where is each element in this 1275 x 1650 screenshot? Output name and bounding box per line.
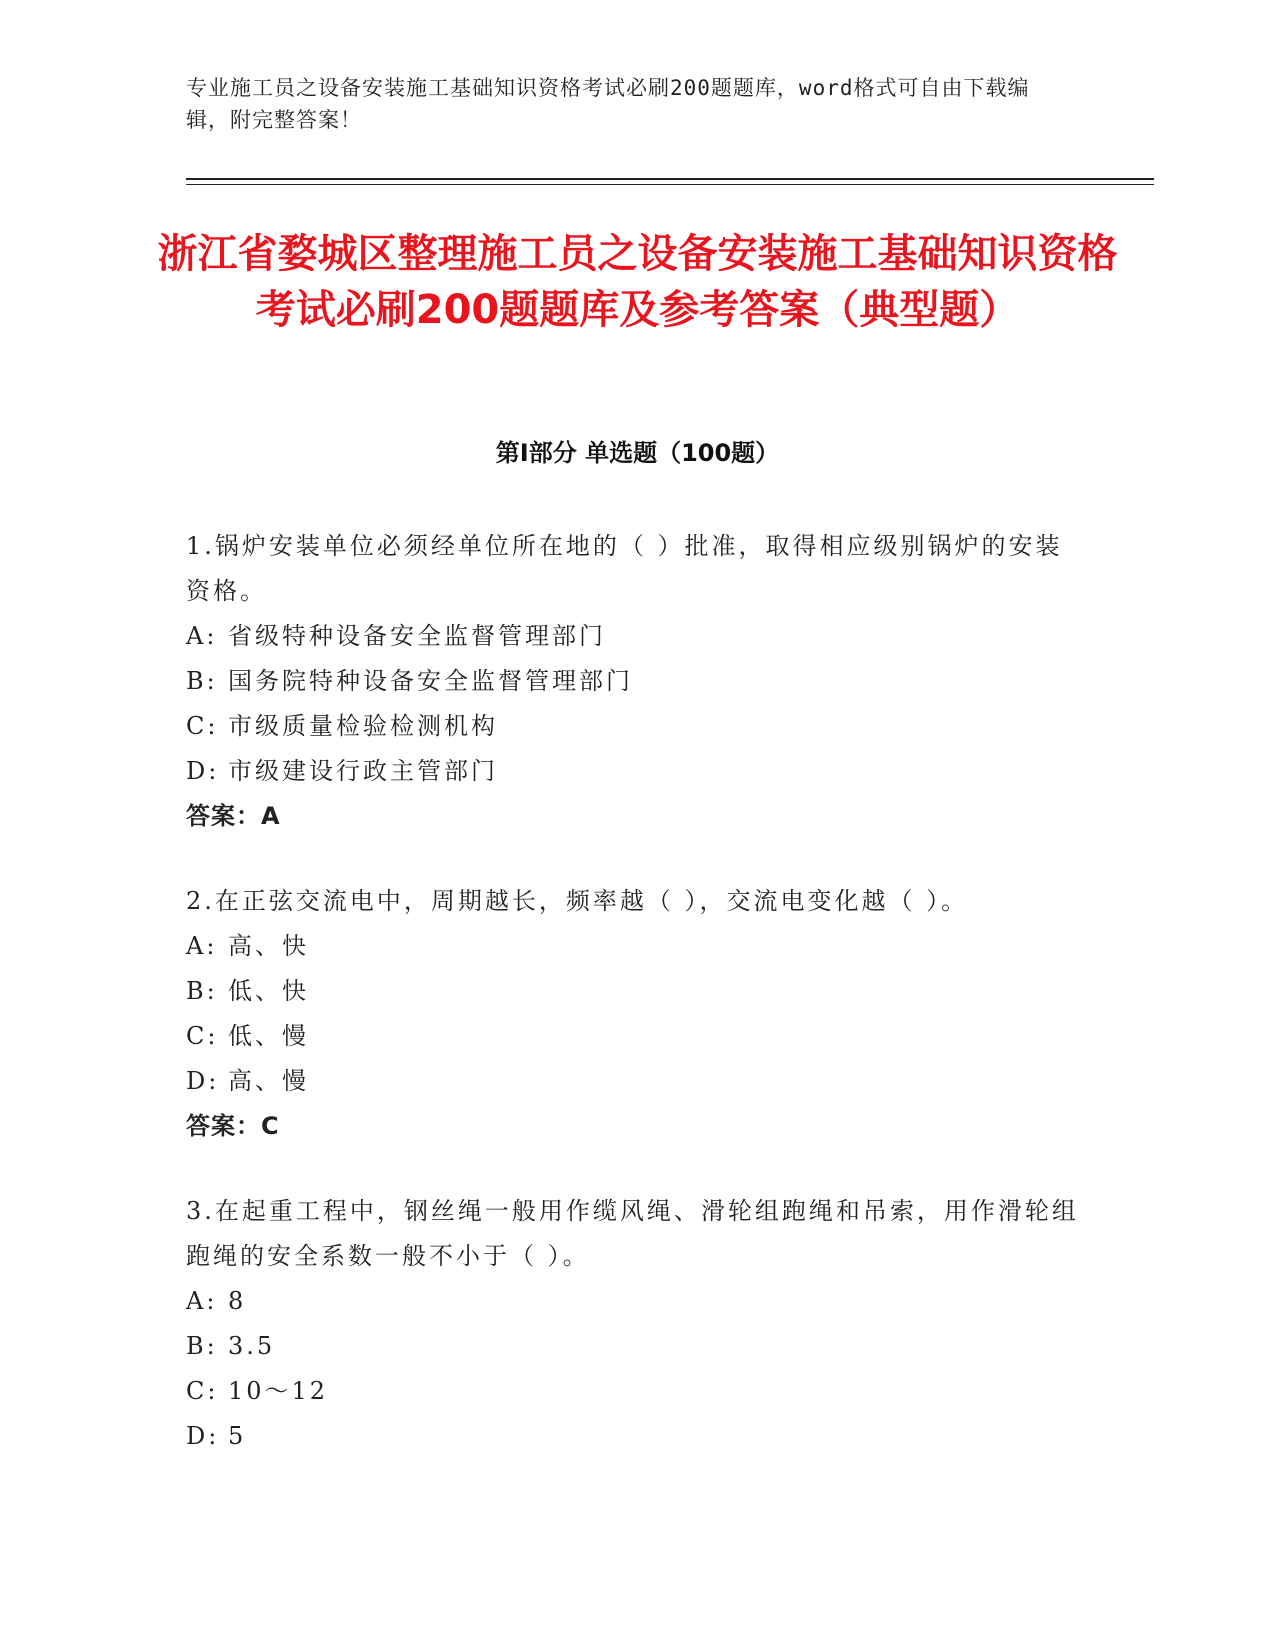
option-text: 高、快 (228, 932, 309, 960)
header-divider-thin (186, 184, 1154, 185)
option-letter: B: (186, 1332, 218, 1360)
option-text: 市级建设行政主管部门 (228, 757, 498, 785)
option-a (186, 614, 1086, 659)
option-letter: B: (186, 667, 218, 695)
question-stem: 3.在起重工程中，钢丝绳一般用作缆风绳、滑轮组跑绳和吊索，用作滑轮组跑绳的安全系数一般不小于（ ）。 (186, 1197, 1079, 1270)
option-b (186, 659, 1086, 704)
option-letter: C: (186, 1022, 219, 1050)
question-stem: 2.在正弦交流电中，周期越长，频率越（ ），交流电变化越（ ）。 (186, 887, 969, 915)
section-title: 第Ⅰ部分 单选题（100题） (495, 439, 780, 467)
option-a (186, 924, 1086, 969)
option-b (186, 1324, 1086, 1369)
answer-label: 答案：A (186, 802, 281, 830)
option-text: 5 (228, 1422, 247, 1450)
option-b (186, 969, 1086, 1014)
option-d (186, 749, 1086, 794)
option-text: 市级质量检验检测机构 (228, 712, 498, 740)
option-c (186, 704, 1086, 749)
option-letter: D: (186, 757, 220, 785)
answer-label: 答案：C (186, 1112, 280, 1140)
option-letter: A: (186, 932, 218, 960)
option-d (186, 1414, 1086, 1459)
option-letter: A: (186, 622, 218, 650)
question-1 (186, 524, 1086, 839)
option-text: 10～12 (228, 1377, 329, 1405)
option-c (186, 1369, 1086, 1414)
question-stem: 1.锅炉安装单位必须经单位所在地的（ ）批准，取得相应级别锅炉的安装资格。 (186, 532, 1063, 605)
option-letter: B: (186, 977, 218, 1005)
option-letter: C: (186, 1377, 219, 1405)
question-list (186, 524, 1086, 1499)
option-d (186, 1059, 1086, 1104)
option-text: 省级特种设备安全监督管理部门 (228, 622, 606, 650)
option-text: 8 (228, 1287, 247, 1315)
option-text: 国务院特种设备安全监督管理部门 (228, 667, 633, 695)
header-note: 专业施工员之设备安装施工基础知识资格考试必刷200题题库，word格式可自由下载编辑，附完整答案！ (186, 76, 1030, 132)
option-letter: D: (186, 1422, 220, 1450)
option-letter: C: (186, 712, 219, 740)
option-letter: D: (186, 1067, 220, 1095)
header-divider-thick (186, 178, 1154, 180)
option-text: 3.5 (228, 1332, 276, 1360)
question-3 (186, 1189, 1086, 1459)
document-title: 浙江省婺城区整理施工员之设备安装施工基础知识资格考试必刷200题题库及参考答案（典型题） (157, 231, 1118, 333)
option-text: 低、快 (228, 977, 309, 1005)
option-text: 高、慢 (228, 1067, 309, 1095)
option-c (186, 1014, 1086, 1059)
option-letter: A: (186, 1287, 218, 1315)
option-a (186, 1279, 1086, 1324)
question-2 (186, 879, 1086, 1149)
option-text: 低、慢 (228, 1022, 309, 1050)
